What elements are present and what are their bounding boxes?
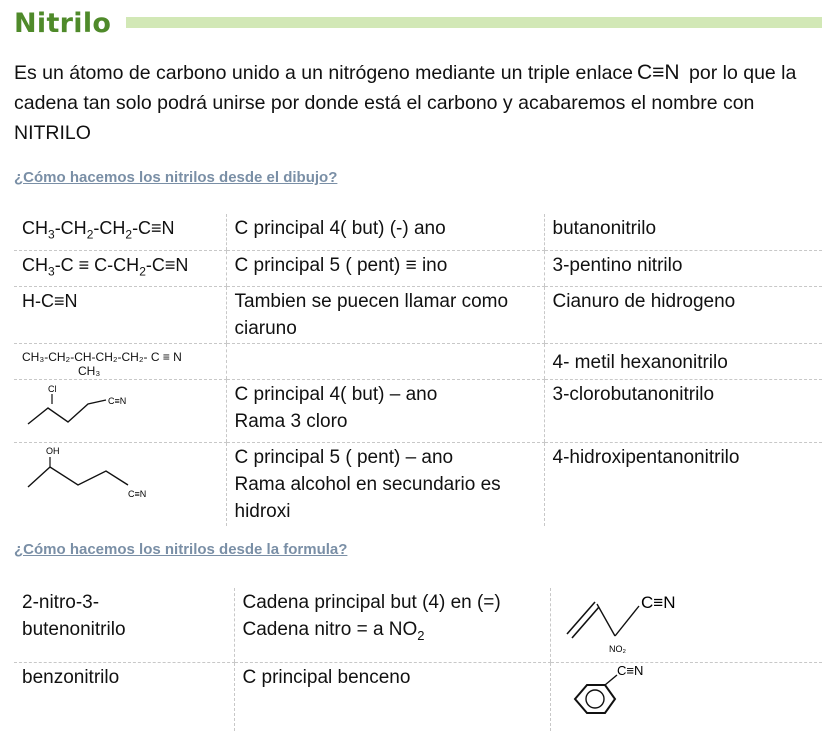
formula-cell — [14, 287, 226, 344]
formula-cell — [14, 250, 226, 287]
formula-cell — [14, 214, 226, 250]
structure-cell — [550, 663, 822, 731]
table-row — [14, 250, 822, 287]
name-cell: 4- metil hexanonitrilo — [544, 344, 822, 380]
name-cell: benzonitrilo — [14, 663, 234, 731]
rule-cell: C principal 4( but) (-) ano — [226, 214, 544, 250]
name-cell: 4-hidroxipentanonitrilo — [544, 443, 822, 527]
intro-paragraph — [14, 58, 814, 148]
cn-label: C≡N — [128, 489, 146, 499]
cn-label: C≡N — [617, 663, 643, 678]
oh-label: OH — [46, 446, 60, 456]
rule-cell — [226, 344, 544, 380]
skeletal-clorobutano — [22, 380, 132, 434]
structure-cell — [550, 588, 822, 663]
benzonitrilo-structure — [559, 663, 709, 723]
rule-cell: C principal 5 ( pent) – ano Rama alcohol en secundario es hidroxi — [226, 443, 544, 527]
cl-label: Cl — [48, 384, 57, 394]
name-cell: butanonitrilo — [544, 214, 822, 250]
formula-table — [14, 588, 822, 731]
rule-cell: C principal benceno — [234, 663, 550, 731]
table-row — [14, 287, 822, 344]
intro-text-1: Es un átomo de carbono unido a un nitrógeno mediante un triple enlace — [14, 62, 633, 84]
name-cell: Cianuro de hidrogeno — [544, 287, 822, 344]
intro-text-2: por lo que la cadena tan solo podrá unirse por donde está el carbono y acabaremos el nombre con NITRILO — [14, 62, 796, 144]
formula-butanonitrilo: $CH_3-CH_2-CH_2-C\equiv N$ — [22, 218, 175, 238]
rule-cell: Tambien se puecen llamar como ciaruno — [226, 287, 544, 344]
name-cell: 2-nitro-3-butenonitrilo — [14, 588, 234, 663]
table-row — [14, 443, 822, 527]
rule-cell: C principal 4( but) – ano Rama 3 cloro — [226, 380, 544, 443]
table-row — [14, 588, 822, 663]
structure-cell — [14, 380, 226, 443]
title-underline-bar — [126, 17, 822, 28]
section1-heading[interactable]: ¿Cómo hacemos los nitrilos desde el dibujo? — [14, 169, 337, 186]
formula-hcn: H-C≡N — [22, 291, 78, 311]
formula-pentino: $CH_3-C \equiv C-CH_2-C\equiv N$ — [22, 255, 188, 275]
table-row — [14, 663, 822, 731]
table-row — [14, 344, 822, 380]
cn-label: C≡N — [108, 396, 126, 406]
cn-label: C≡N — [641, 593, 675, 612]
rule-cell: Cadena principal but (4) en (=) Cadena nitro = a $NO_2$ — [234, 588, 550, 663]
table-row — [14, 380, 822, 443]
page-title: Nitrilo — [14, 8, 111, 39]
formula-cell — [14, 344, 226, 380]
name-cell: 3-clorobutanonitrilo — [544, 380, 822, 443]
structure-cell — [14, 443, 226, 527]
title-row — [14, 8, 822, 42]
section2-heading[interactable]: ¿Cómo hacemos los nitrilos desde la formula? — [14, 541, 347, 558]
skeletal-nitrobutenonitrilo — [559, 588, 709, 654]
formula-metilhexano: CH₃-CH₂-CH-CH₂-CH₂- C ≡ N — [22, 350, 218, 364]
no2-label: NO₂ — [609, 644, 627, 654]
skeletal-hidroxipentano — [22, 443, 172, 513]
formula-methyl-branch: CH₃ — [22, 364, 218, 378]
intro-cn-symbol: C≡N — [637, 61, 680, 84]
rule-cell: C principal 5 ( pent) ≡ ino — [226, 250, 544, 287]
table-row — [14, 214, 822, 250]
drawing-table — [14, 214, 822, 526]
name-cell: 3-pentino nitrilo — [544, 250, 822, 287]
